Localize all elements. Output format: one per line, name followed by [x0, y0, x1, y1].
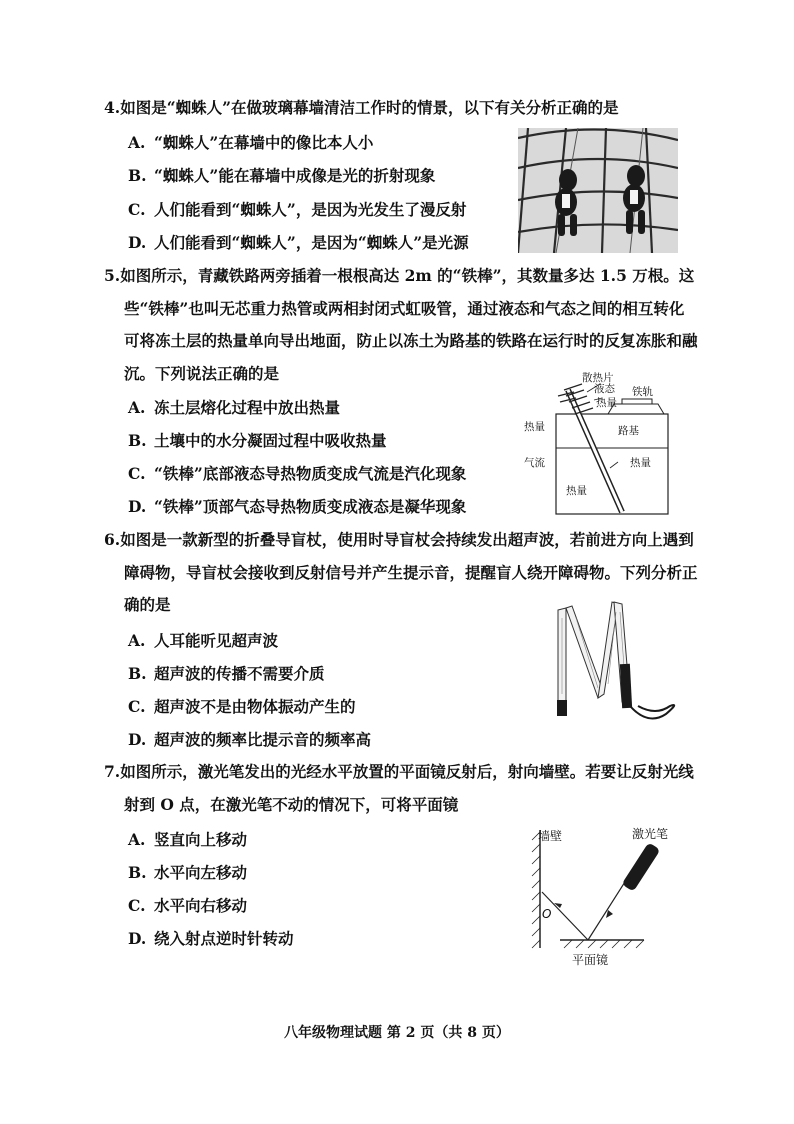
question-4-stem — [104, 92, 704, 125]
question-7-stem — [104, 756, 704, 821]
question-7-option-b: B. 水平向左移动 — [128, 863, 248, 882]
question-6-option-d: D. 超声波的频率比提示音的频率高 — [128, 730, 372, 749]
question-7-stem-line-2: 射到 O 点，在激光笔不动的情况下，可将平面镜 — [124, 794, 459, 814]
question-4-option-b: B. “蜘蛛人”能在幕墙中成像是光的折射现象 — [128, 166, 436, 185]
question-6-stem-line-2: 障碍物，导盲杖会接收到反射信号并产生提示音，提醒盲人绕开障碍物。下列分析正 — [124, 562, 698, 582]
page-footer: 八年级物理试题 第 2 页（共 8 页） — [284, 1025, 510, 1041]
question-5-stem-line-1: 如图所示，青藏铁路两旁插着一根根高达 2m 的“铁棒”，其数量多达 1.5 万根。这 — [120, 266, 695, 285]
laser-mirror-diagram — [520, 818, 700, 968]
heat-pipe-diagram — [522, 370, 672, 515]
question-6-stem-line-1: 如图是一款新型的折叠导盲杖，使用时导盲杖会持续发出超声波，若前进方向上遇到 — [120, 530, 694, 549]
question-4-option-a: A. “蜘蛛人”在幕墙中的像比本人小 — [128, 133, 374, 152]
label-heat-top: 热量 — [596, 397, 617, 409]
question-7-option-d: D. 绕入射点逆时针转动 — [128, 929, 294, 948]
question-6-number: 6. — [104, 530, 121, 549]
question-7-number: 7. — [104, 762, 121, 781]
question-5-stem-line-4: 沉。下列说法正确的是 — [124, 363, 280, 383]
label-point-o: O — [542, 907, 552, 921]
label-liquid: 液态 — [594, 383, 615, 395]
question-4-number: 4. — [104, 98, 121, 117]
question-7-option-c: C. 水平向右移动 — [128, 896, 248, 915]
label-heat-bottom: 热量 — [566, 485, 587, 497]
question-5-number: 5. — [104, 266, 121, 285]
question-5-stem-line-3: 可将冻土层的热量单向导出地面，防止以冻土为路基的铁路在运行时的反复冻胀和融 — [124, 331, 698, 350]
label-heat-right: 热量 — [630, 457, 651, 469]
question-6-option-c: C. 超声波不是由物体振动产生的 — [128, 697, 356, 716]
question-5-option-d: D. “铁棒”顶部气态导热物质变成液态是凝华现象 — [128, 497, 467, 516]
question-4-stem-line-1: 如图是“蜘蛛人”在做玻璃幕墙清洁工作时的情景，以下有关分析正确的是 — [120, 98, 619, 117]
folding-cane-figure — [552, 598, 688, 728]
label-heat-left: 热量 — [524, 421, 545, 433]
label-laser: 激光笔 — [632, 827, 669, 841]
question-7-option-a: A. 竖直向上移动 — [128, 830, 248, 849]
label-fins: 散热片 — [582, 372, 614, 384]
label-airflow: 气流 — [524, 457, 545, 469]
question-5-option-b: B. 土壤中的水分凝固过程中吸收热量 — [128, 431, 387, 450]
question-5-stem-line-2: 些“铁棒”也叫无芯重力热管或两相封闭式虹吸管，通过液态和气态之间的相互转化 — [124, 298, 685, 318]
question-7-stem-line-1: 如图所示，激光笔发出的光经水平放置的平面镜反射后，射向墙壁。若要让反射光线 — [120, 762, 694, 781]
label-roadbed: 路基 — [618, 425, 639, 437]
label-rail: 铁轨 — [632, 386, 653, 398]
question-6-option-a: A. 人耳能听见超声波 — [128, 631, 279, 650]
spiderman-photo-figure — [518, 128, 678, 253]
question-4-option-c: C. 人们能看到“蜘蛛人”，是因为光发生了漫反射 — [128, 200, 467, 219]
label-mirror: 平面镜 — [572, 953, 609, 967]
question-4-option-d: D. 人们能看到“蜘蛛人”，是因为“蜘蛛人”是光源 — [128, 233, 469, 252]
label-wall: 墙壁 — [538, 829, 563, 843]
question-5-option-c: C. “铁棒”底部液态导热物质变成气流是汽化现象 — [128, 464, 467, 483]
question-6-stem-line-3: 确的是 — [124, 595, 171, 614]
question-6-option-b: B. 超声波的传播不需要介质 — [128, 664, 325, 683]
question-5-option-a: A. 冻土层熔化过程中放出热量 — [128, 398, 341, 417]
